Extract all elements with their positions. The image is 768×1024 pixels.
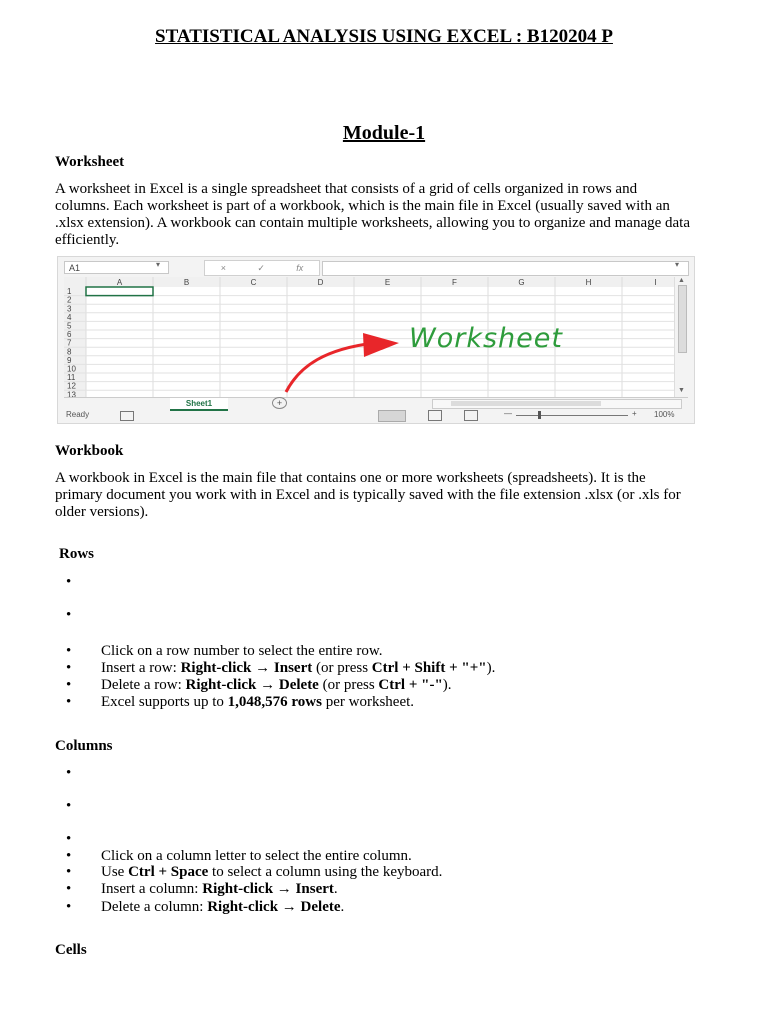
column-label: I bbox=[654, 278, 657, 287]
worksheet-line-2: columns. Each worksheet is part of a workbook, which is the main file in Excel (usually saved with an bbox=[55, 198, 670, 214]
row-label: 2 bbox=[67, 295, 72, 305]
sheet-tabs-bar bbox=[64, 397, 688, 410]
worksheet-line-3: .xlsx extension). A workbook can contain multiple worksheets, allowing you to organize and manage data bbox=[55, 215, 690, 231]
selected-cell bbox=[86, 287, 153, 296]
worksheet-overlay-label: Worksheet bbox=[409, 323, 563, 354]
column-label: A bbox=[116, 278, 123, 287]
columns-item-4: Delete a column: Right-click → Delete. bbox=[101, 899, 345, 915]
vertical-scrollbar bbox=[674, 277, 689, 397]
columns-bullet bbox=[66, 848, 71, 865]
workbook-line-2: primary document you work with in Excel and is typically saved with the file extension .xlsx (or .xls for bbox=[55, 487, 681, 503]
sheet-grid bbox=[64, 277, 674, 397]
formula-bar bbox=[322, 261, 689, 276]
worksheet-heading: Worksheet bbox=[55, 154, 125, 170]
formula-expand-icon: ▾ bbox=[675, 260, 680, 269]
row-label: 10 bbox=[67, 364, 76, 374]
rows-bullet bbox=[66, 660, 71, 677]
module-title: Module-1 bbox=[342, 122, 426, 144]
arrow-head bbox=[363, 333, 399, 357]
rows-heading: Rows bbox=[59, 546, 95, 562]
dropdown-arrow-icon: ▾ bbox=[156, 260, 161, 269]
column-label: C bbox=[250, 278, 257, 287]
rows-item-2: Insert a row: Right-click → Insert (or press Ctrl + Shift + "+"). bbox=[101, 660, 496, 676]
worksheet-line-4: efficiently. bbox=[55, 232, 120, 248]
sheet-tab: Sheet1 bbox=[170, 398, 228, 411]
workbook-heading: Workbook bbox=[55, 443, 124, 459]
columns-heading: Columns bbox=[55, 738, 113, 754]
column-header-bar bbox=[64, 277, 674, 287]
scroll-thumb bbox=[678, 285, 687, 353]
columns-item-2: Use Ctrl + Space to select a column using the keyboard. bbox=[101, 864, 443, 880]
row-label: 12 bbox=[67, 381, 76, 391]
cancel-icon: × bbox=[220, 263, 226, 273]
workbook-line-3: older versions). bbox=[55, 504, 149, 520]
workbook-line-1: A workbook in Excel is the main file that contains one or more worksheets (spreadsheets). It is the bbox=[55, 470, 646, 486]
columns-empty-bullet bbox=[66, 831, 71, 848]
scroll-up-icon: ▲ bbox=[678, 277, 685, 284]
row-label: 9 bbox=[67, 355, 72, 365]
formula-icons bbox=[204, 260, 320, 276]
rows-item-1: Click on a row number to select the entire row. bbox=[101, 643, 383, 659]
worksheet-paragraph bbox=[55, 181, 717, 249]
status-text: Ready bbox=[66, 410, 90, 419]
rows-bullet bbox=[66, 694, 71, 711]
hscroll-thumb bbox=[451, 401, 601, 406]
page-break-icon bbox=[464, 410, 478, 421]
arrow-shaft bbox=[286, 343, 374, 392]
zoom-in-icon: + bbox=[632, 409, 637, 418]
rows-item-3: Delete a row: Right-click → Delete (or press Ctrl + "-"). bbox=[101, 677, 452, 693]
rows-empty-bullet bbox=[66, 574, 71, 591]
row-label: 4 bbox=[67, 312, 72, 322]
row-label: 1 bbox=[67, 287, 72, 297]
scroll-down-icon: ▼ bbox=[678, 387, 685, 394]
columns-empty-bullet bbox=[66, 765, 71, 782]
columns-empty-bullet bbox=[66, 798, 71, 815]
row-label: 7 bbox=[67, 338, 72, 348]
columns-bullet bbox=[66, 899, 71, 916]
cell-grid bbox=[64, 277, 674, 397]
status-bar bbox=[64, 410, 688, 421]
column-label: G bbox=[518, 278, 525, 287]
column-label: B bbox=[183, 278, 190, 287]
document-title: STATISTICAL ANALYSIS USING EXCEL : B120204 P bbox=[155, 26, 613, 47]
row-label: 5 bbox=[67, 321, 72, 331]
columns-bullet bbox=[66, 881, 71, 898]
columns-item-1: Click on a column letter to select the entire column. bbox=[101, 848, 412, 864]
horizontal-scrollbar bbox=[432, 399, 682, 409]
page-layout-icon bbox=[428, 410, 442, 421]
zoom-slider bbox=[516, 415, 628, 416]
name-box: A1 bbox=[64, 261, 169, 274]
workbook-paragraph bbox=[55, 470, 717, 521]
column-label: E bbox=[384, 278, 391, 287]
rows-item-4: Excel supports up to 1,048,576 rows per worksheet. bbox=[101, 694, 415, 710]
zoom-knob bbox=[538, 411, 541, 419]
row-label: 13 bbox=[67, 390, 76, 397]
enter-icon: ✓ bbox=[257, 262, 265, 273]
rows-empty-bullet bbox=[66, 607, 71, 624]
row-label: 3 bbox=[67, 304, 72, 314]
columns-item-3: Insert a column: Right-click → Insert. bbox=[101, 881, 338, 897]
rows-bullet bbox=[66, 677, 71, 694]
row-label: 11 bbox=[67, 373, 76, 383]
excel-screenshot bbox=[57, 256, 695, 424]
rows-bullet bbox=[66, 643, 71, 660]
add-sheet-icon: + bbox=[272, 397, 287, 409]
row-label: 6 bbox=[67, 330, 72, 340]
row-label: 8 bbox=[67, 347, 72, 357]
column-label: D bbox=[317, 278, 324, 287]
cells-heading: Cells bbox=[55, 942, 87, 958]
zoom-out-icon: — bbox=[504, 409, 512, 418]
fx-icon: fx bbox=[296, 263, 304, 273]
column-label: F bbox=[452, 278, 457, 287]
zoom-level: 100% bbox=[654, 410, 675, 419]
normal-view-icon bbox=[378, 410, 406, 422]
worksheet-line-1: A worksheet in Excel is a single spreadsheet that consists of a grid of cells organized in rows and bbox=[55, 181, 638, 197]
macro-record-icon bbox=[120, 411, 134, 421]
columns-bullet bbox=[66, 864, 71, 881]
column-label: H bbox=[585, 278, 592, 287]
